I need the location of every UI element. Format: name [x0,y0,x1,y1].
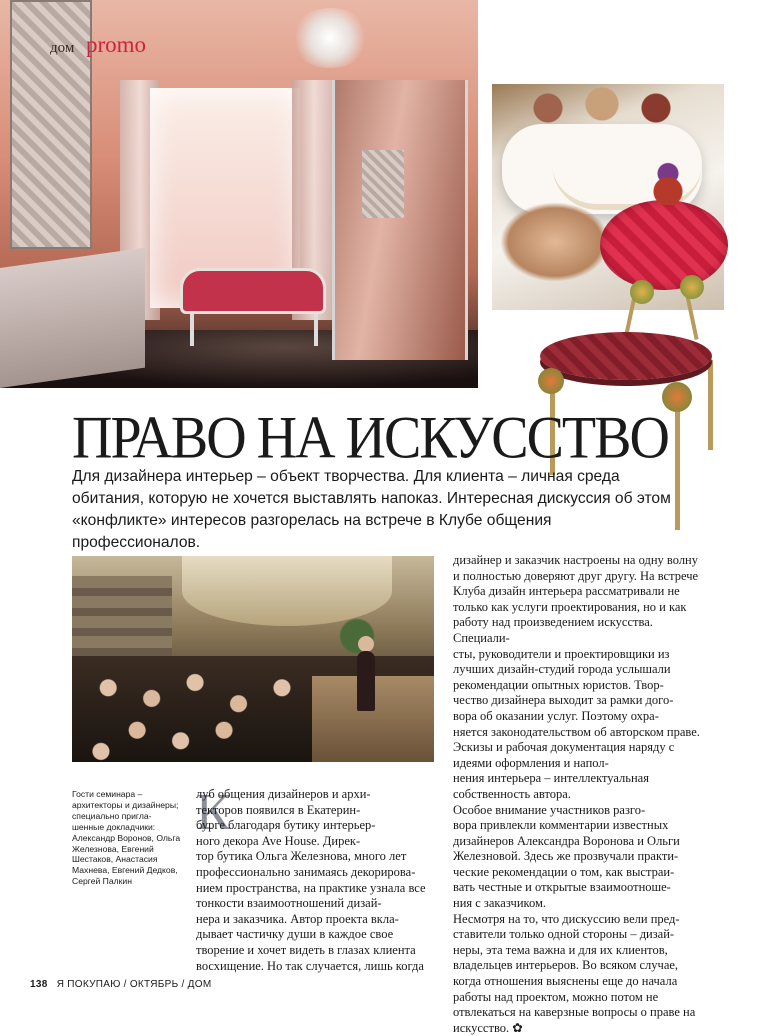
page-footer [30,979,211,990]
chandelier [290,8,370,68]
red-bench [180,268,326,314]
bookshelf [72,576,172,656]
section-label-dom: дом [50,40,75,56]
drop-cap: К [196,784,231,841]
chair-topper [648,160,688,205]
section-label-promo: promo [86,32,147,57]
console-table [0,248,145,388]
chair-ball [680,275,704,299]
speaker [357,651,375,711]
chair-back-rod [685,295,698,340]
chair-seat [540,332,712,380]
photo-caption: Гости семинара – архитекторы и дизайнеры; специально пригла- шенные докладчики: Александр Воронов, Ольга Железнова, Евгений Шестаков, Анастасия Махнева, Евгений Дедков, Сергей Палкин [72,789,181,887]
wall-panel [10,0,92,249]
seminar-photo [72,556,434,762]
chair-knob [538,368,564,394]
chair-leg [708,360,713,450]
body-column-2: дизайнер и заказчик настроены на одну волну и полностью доверяют друг другу. На встрече Клуба дизайн интерьера рассматривали не только как услуги проектирования, но и как работу над произведением искусства. Специали- сты, руководители и проектировщики из лучших дизайн-студий города услышали рекомендации опытных юристов. Твор- чество дизайнера выходит за рамки дого- вора об оказании услуг. Поэтому охра- няется законодательством об авторском праве. Эскизы и рабочая документация наряду с идеями оформления и напол- нения интерьера – интеллектуальная собственность автора. Особое внимание участников разго- вора привлекли комментарии известных дизайнеров Александра Воронова и Ольги Железновой. Здесь же прозвучали практи- ческие рекомендации о том, как выстраи- вать честные и открытые взаимоотноше- ния с заказчиком. Несмотря на то, что дискуссию вели пред- ставители только одной стороны – дизай- неры, эта тема важна и для их клиентов, владельцев интерьеров. Во всяком случае, когда отношения выяснены еще до начала работы над проектом, можно потом не отвлекаться на каверзные вопросы о праве на искусство. ✿ [453,553,700,1035]
mirror-wardrobe [332,80,468,360]
fabric-roses [512,84,692,124]
page-number: 138 [30,979,48,990]
speaker-head [358,636,374,652]
chair-back [600,200,728,290]
chair-ball [630,280,654,304]
footer-text: Я ПОКУПАЮ / ОКТЯБРЬ / ДОМ [56,979,212,990]
bedroom-photo [0,0,478,388]
body-column-1: луб общения дизайнеров и архи- текторов появился в Екатерин- бурге благодаря бутику интерьер- ного декора Ave House. Дирек- тор бутика Ольга Железнова, много лет профессионально занимаясь декорирова- нием пространства, на практике узнала все тонкости взаимоотношений дизай- нера и заказчика. Автор проекта вкла- дывает частичку души в каждое свое творение и хочет видеть в глазах клиента восхищение. Но так случается, лишь когда [196,787,426,973]
headline: ПРАВО НА ИСКУССТВО [72,404,668,472]
lead-paragraph: Для дизайнера интерьер – объект творчества. Для клиента – личная среда обитания, которую не хочется выставлять напоказ. Интересная дискуссия об этом «конфликте» интересов разгорелась на встрече в Клубе общения профессионалов. [72,468,671,551]
mirror-reflection [362,150,404,218]
